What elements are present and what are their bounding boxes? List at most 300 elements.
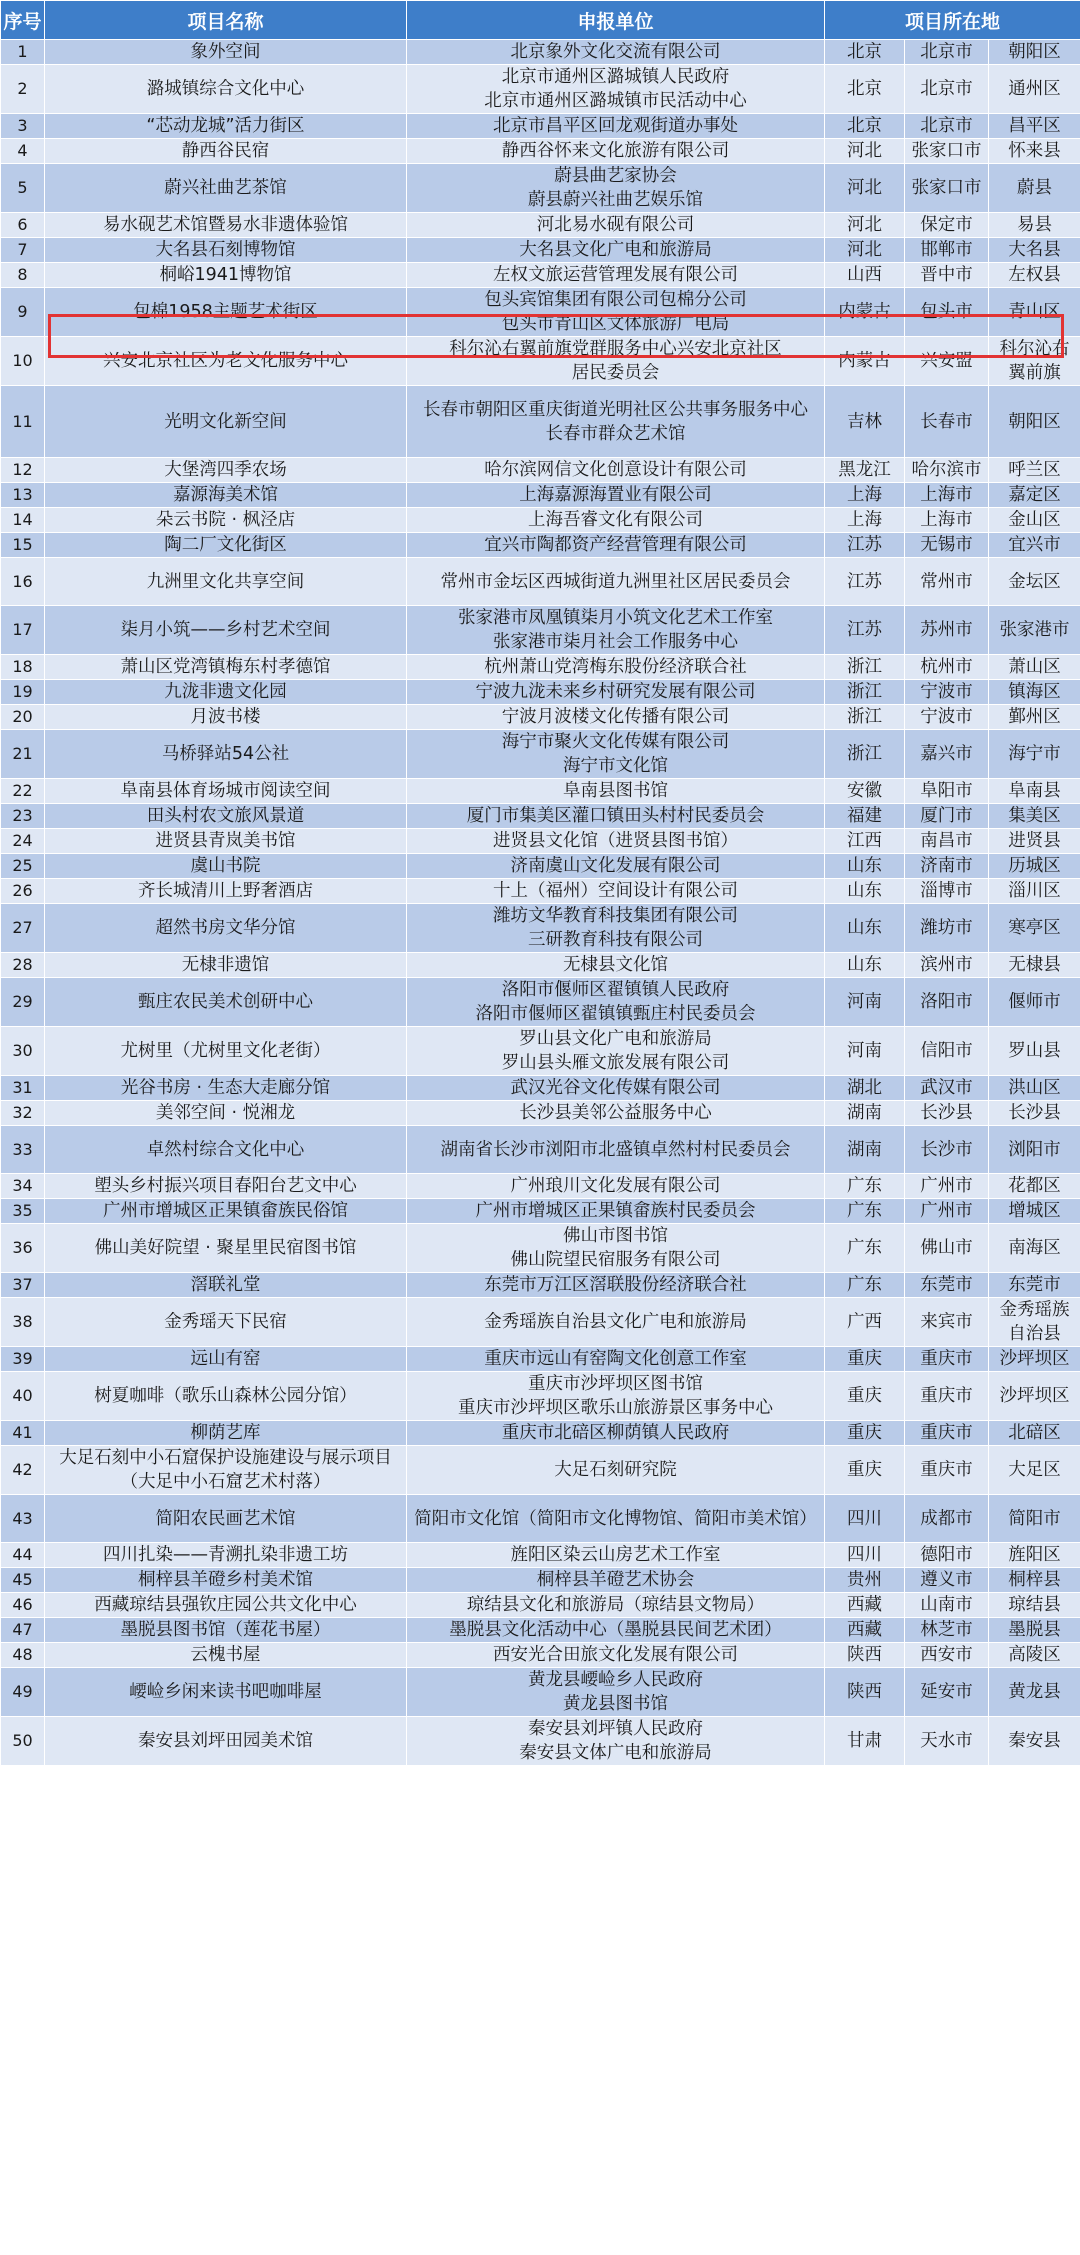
province-cell: 江苏: [825, 533, 905, 558]
table-row: [1, 854, 1080, 879]
applicant-unit-cell: [407, 730, 825, 779]
project-name-cell: 桐峪1941博物馆: [45, 263, 407, 288]
table-row: [1, 1199, 1080, 1224]
applicant-unit-cell: [407, 1446, 825, 1495]
applicant-unit-line: 包头市青山区文体旅游广电局: [501, 314, 730, 334]
county-cell: 朝阳区: [989, 40, 1080, 65]
applicant-unit-line: 张家港市柒月社会工作服务中心: [493, 632, 738, 652]
table-row: [1, 288, 1080, 337]
applicant-unit-line: 秦安县文体广电和旅游局: [519, 1743, 712, 1763]
applicant-unit-cell: [407, 288, 825, 337]
project-name-cell: 朵云书院 · 枫泾店: [45, 508, 407, 533]
applicant-unit-line: 蔚县蔚兴社曲艺娱乐馆: [528, 190, 703, 210]
applicant-unit-line: 旌阳区染云山房艺术工作室: [510, 1545, 721, 1565]
applicant-unit-line: 海宁市文化馆: [563, 756, 668, 776]
county-cell: 历城区: [989, 854, 1080, 879]
province-cell: 陕西: [825, 1668, 905, 1717]
applicant-unit-cell: [407, 854, 825, 879]
county-cell: 青山区: [989, 288, 1080, 337]
county-cell: 沙坪坝区: [989, 1347, 1080, 1372]
row-index: 23: [1, 804, 45, 829]
row-index: 35: [1, 1199, 45, 1224]
applicant-unit-cell: [407, 1298, 825, 1347]
applicant-unit-cell: [407, 65, 825, 114]
table-row: [1, 1593, 1080, 1618]
table-row: [1, 139, 1080, 164]
county-cell: 易县: [989, 213, 1080, 238]
row-index: 26: [1, 879, 45, 904]
province-cell: 西藏: [825, 1593, 905, 1618]
applicant-unit-line: 张家港市凤凰镇柒月小筑文化艺术工作室: [458, 608, 773, 628]
project-name-cell: 虞山书院: [45, 854, 407, 879]
row-index: 19: [1, 680, 45, 705]
applicant-unit-line: 金秀瑶族自治县文化广电和旅游局: [484, 1312, 747, 1332]
row-index: 46: [1, 1593, 45, 1618]
project-name-cell: 阜南县体育场城市阅读空间: [45, 779, 407, 804]
county-cell: 南海区: [989, 1224, 1080, 1273]
province-cell: 甘肃: [825, 1717, 905, 1766]
city-cell: 成都市: [905, 1495, 989, 1543]
applicant-unit-cell: [407, 1717, 825, 1766]
city-cell: 苏州市: [905, 606, 989, 655]
applicant-unit-cell: [407, 1126, 825, 1174]
applicant-unit-cell: [407, 804, 825, 829]
city-cell: 无锡市: [905, 533, 989, 558]
row-index: 4: [1, 139, 45, 164]
applicant-unit-cell: [407, 1495, 825, 1543]
row-index: 6: [1, 213, 45, 238]
applicant-unit-line: 静西谷怀来文化旅游有限公司: [501, 141, 730, 161]
county-cell: 增城区: [989, 1199, 1080, 1224]
applicant-unit-line: 墨脱县文化活动中心（墨脱县民间艺术团）: [449, 1620, 782, 1640]
project-name-cell: 卓然村综合文化中心: [45, 1126, 407, 1174]
project-name-cell: 崾崄乡闲来读书吧咖啡屋: [45, 1668, 407, 1717]
county-cell: 呼兰区: [989, 458, 1080, 483]
applicant-unit-line: 东莞市万江区滘联股份经济联合社: [484, 1275, 747, 1295]
applicant-unit-line: 上海嘉源海置业有限公司: [519, 485, 712, 505]
row-index: 15: [1, 533, 45, 558]
applicant-unit-cell: [407, 263, 825, 288]
applicant-unit-line: 哈尔滨网信文化创意设计有限公司: [484, 460, 747, 480]
table-row: [1, 705, 1080, 730]
table-row: [1, 804, 1080, 829]
project-name-cell: “芯动龙城”活力街区: [45, 114, 407, 139]
applicant-unit-cell: [407, 337, 825, 386]
table-row: [1, 483, 1080, 508]
province-cell: 黑龙江: [825, 458, 905, 483]
applicant-unit-cell: [407, 1027, 825, 1076]
header-project-location: 项目所在地: [825, 1, 1080, 40]
applicant-unit-cell: [407, 483, 825, 508]
city-cell: 淄博市: [905, 879, 989, 904]
row-index: 10: [1, 337, 45, 386]
city-cell: 宁波市: [905, 680, 989, 705]
applicant-unit-line: 河北易水砚有限公司: [536, 215, 695, 235]
row-index: 36: [1, 1224, 45, 1273]
county-cell: 宜兴市: [989, 533, 1080, 558]
project-name-cell: 远山有窑: [45, 1347, 407, 1372]
row-index: 40: [1, 1372, 45, 1421]
county-cell: 朝阳区: [989, 386, 1080, 458]
applicant-unit-cell: [407, 114, 825, 139]
header-applicant-unit: 申报单位: [407, 1, 825, 40]
applicant-unit-line: 无棣县文化馆: [563, 955, 668, 975]
applicant-unit-line: 北京象外文化交流有限公司: [510, 42, 721, 62]
applicant-unit-cell: [407, 953, 825, 978]
project-name-cell: 齐长城清川上野奢酒店: [45, 879, 407, 904]
applicant-unit-line: 大足石刻研究院: [554, 1460, 677, 1480]
province-cell: 山东: [825, 854, 905, 879]
applicant-unit-line: 宁波月波楼文化传播有限公司: [501, 707, 730, 727]
province-cell: 北京: [825, 65, 905, 114]
table-row: [1, 1174, 1080, 1199]
city-cell: 北京市: [905, 65, 989, 114]
row-index: 2: [1, 65, 45, 114]
county-cell: 长沙县: [989, 1101, 1080, 1126]
county-cell: 昌平区: [989, 114, 1080, 139]
table-row: [1, 1273, 1080, 1298]
city-cell: 广州市: [905, 1199, 989, 1224]
city-cell: 邯郸市: [905, 238, 989, 263]
table-row: [1, 1076, 1080, 1101]
row-index: 22: [1, 779, 45, 804]
county-cell: 集美区: [989, 804, 1080, 829]
table-row: [1, 164, 1080, 213]
city-cell: 杭州市: [905, 655, 989, 680]
table-row: [1, 114, 1080, 139]
province-cell: 安徽: [825, 779, 905, 804]
county-cell: 罗山县: [989, 1027, 1080, 1076]
province-cell: 浙江: [825, 730, 905, 779]
city-cell: 重庆市: [905, 1421, 989, 1446]
province-cell: 上海: [825, 483, 905, 508]
city-cell: 山南市: [905, 1593, 989, 1618]
applicant-unit-line: 罗山县头雁文旅发展有限公司: [501, 1053, 730, 1073]
applicant-unit-cell: [407, 1224, 825, 1273]
county-cell: 通州区: [989, 65, 1080, 114]
county-cell: 萧山区: [989, 655, 1080, 680]
county-cell: 高陵区: [989, 1643, 1080, 1668]
project-name-cell: 佛山美好院望 · 聚星里民宿图书馆: [45, 1224, 407, 1273]
applicant-unit-line: 重庆市沙坪坝区歌乐山旅游景区事务中心: [458, 1398, 773, 1418]
applicant-unit-cell: [407, 508, 825, 533]
row-index: 45: [1, 1568, 45, 1593]
row-index: 18: [1, 655, 45, 680]
city-cell: 上海市: [905, 508, 989, 533]
applicant-unit-cell: [407, 779, 825, 804]
county-cell: 无棣县: [989, 953, 1080, 978]
applicant-unit-line: 潍坊文华教育科技集团有限公司: [493, 906, 738, 926]
row-index: 44: [1, 1543, 45, 1568]
applicant-unit-cell: [407, 1593, 825, 1618]
table-row: [1, 730, 1080, 779]
project-name-cell: 墨脱县图书馆（莲花书屋）: [45, 1618, 407, 1643]
province-cell: 重庆: [825, 1421, 905, 1446]
applicant-unit-cell: [407, 1421, 825, 1446]
city-cell: 东莞市: [905, 1273, 989, 1298]
row-index: 14: [1, 508, 45, 533]
row-index: 27: [1, 904, 45, 953]
applicant-unit-cell: [407, 1101, 825, 1126]
project-name-cell: 树夏咖啡（歌乐山森林公园分馆）: [45, 1372, 407, 1421]
applicant-unit-line: 广州市增城区正果镇畲族村民委员会: [475, 1201, 756, 1221]
project-name-cell: 萧山区党湾镇梅东村孝德馆: [45, 655, 407, 680]
province-cell: 山西: [825, 263, 905, 288]
province-cell: 吉林: [825, 386, 905, 458]
city-cell: 延安市: [905, 1668, 989, 1717]
applicant-unit-line: 厦门市集美区灌口镇田头村村民委员会: [466, 806, 765, 826]
county-cell: 寒亭区: [989, 904, 1080, 953]
project-name-cell: 静西谷民宿: [45, 139, 407, 164]
province-cell: 广西: [825, 1298, 905, 1347]
province-cell: 北京: [825, 40, 905, 65]
project-name-cell: 桐梓县羊磴乡村美术馆: [45, 1568, 407, 1593]
table-row: [1, 978, 1080, 1027]
city-cell: 重庆市: [905, 1372, 989, 1421]
project-name-cell: 云槐书屋: [45, 1643, 407, 1668]
row-index: 33: [1, 1126, 45, 1174]
applicant-unit-line: 宁波九泷未来乡村研究发展有限公司: [475, 682, 756, 702]
city-cell: 张家口市: [905, 164, 989, 213]
applicant-unit-cell: [407, 829, 825, 854]
county-cell: 嘉定区: [989, 483, 1080, 508]
county-cell: 偃师市: [989, 978, 1080, 1027]
header-index: 序号: [1, 1, 45, 40]
province-cell: 山东: [825, 953, 905, 978]
row-index: 12: [1, 458, 45, 483]
applicant-unit-line: 佛山院望民宿服务有限公司: [510, 1250, 721, 1270]
project-name-cell: 美邻空间 · 悦湘龙: [45, 1101, 407, 1126]
table-row: [1, 337, 1080, 386]
applicant-unit-cell: [407, 680, 825, 705]
applicant-unit-line: 黄龙县图书馆: [563, 1694, 668, 1714]
applicant-unit-line: 洛阳市偃师区翟镇镇人民政府: [501, 980, 730, 1000]
city-cell: 阜阳市: [905, 779, 989, 804]
applicant-unit-line: 罗山县文化广电和旅游局: [519, 1029, 712, 1049]
row-index: 11: [1, 386, 45, 458]
applicant-unit-line: 进贤县文化馆（进贤县图书馆）: [493, 831, 738, 851]
county-cell: 简阳市: [989, 1495, 1080, 1543]
applicant-unit-cell: [407, 558, 825, 606]
row-index: 20: [1, 705, 45, 730]
city-cell: 武汉市: [905, 1076, 989, 1101]
province-cell: 江苏: [825, 606, 905, 655]
province-cell: 陕西: [825, 1643, 905, 1668]
province-cell: 湖南: [825, 1101, 905, 1126]
table-row: [1, 1101, 1080, 1126]
applicant-unit-line: 佛山市图书馆: [563, 1226, 668, 1246]
project-name-cell: 甄庄农民美术创研中心: [45, 978, 407, 1027]
applicant-unit-cell: [407, 533, 825, 558]
city-cell: 宁波市: [905, 705, 989, 730]
county-cell: 沙坪坝区: [989, 1372, 1080, 1421]
county-cell: 鄞州区: [989, 705, 1080, 730]
project-name-cell: 大名县石刻博物馆: [45, 238, 407, 263]
city-cell: 来宾市: [905, 1298, 989, 1347]
province-cell: 上海: [825, 508, 905, 533]
project-name-cell: 秦安县刘坪田园美术馆: [45, 1717, 407, 1766]
county-cell: 蔚县: [989, 164, 1080, 213]
applicant-unit-cell: [407, 904, 825, 953]
applicant-unit-cell: [407, 386, 825, 458]
table-row: [1, 953, 1080, 978]
city-cell: 重庆市: [905, 1446, 989, 1495]
row-index: 39: [1, 1347, 45, 1372]
table-row: [1, 213, 1080, 238]
table-row: [1, 65, 1080, 114]
project-name-cell: 进贤县青岚美书馆: [45, 829, 407, 854]
row-index: 50: [1, 1717, 45, 1766]
province-cell: 江西: [825, 829, 905, 854]
project-name-cell: 无棣非遗馆: [45, 953, 407, 978]
row-index: 29: [1, 978, 45, 1027]
applicant-unit-line: 长春市朝阳区重庆街道光明社区公共事务服务中心: [423, 399, 808, 420]
applicant-unit-line: 重庆市北碚区柳荫镇人民政府: [501, 1423, 730, 1443]
project-name-cell: 嘉源海美术馆: [45, 483, 407, 508]
applicant-unit-line: 北京市通州区潞城镇人民政府: [501, 67, 730, 87]
table-row: [1, 386, 1080, 458]
project-name-cell: 陶二厂文化街区: [45, 533, 407, 558]
applicant-unit-line: 阜南县图书馆: [563, 781, 668, 801]
applicant-unit-cell: [407, 164, 825, 213]
table-row: [1, 458, 1080, 483]
table-row: [1, 904, 1080, 953]
province-cell: 内蒙古: [825, 337, 905, 386]
applicant-unit-cell: [407, 1643, 825, 1668]
project-name-cell: 象外空间: [45, 40, 407, 65]
applicant-unit-cell: [407, 1372, 825, 1421]
row-index: 24: [1, 829, 45, 854]
city-cell: 重庆市: [905, 1347, 989, 1372]
applicant-unit-cell: [407, 1076, 825, 1101]
province-cell: 河北: [825, 139, 905, 164]
province-cell: 河北: [825, 238, 905, 263]
row-index: 9: [1, 288, 45, 337]
county-cell: 洪山区: [989, 1076, 1080, 1101]
table-row: [1, 655, 1080, 680]
table-row: [1, 1717, 1080, 1766]
project-name-cell: 简阳农民画艺术馆: [45, 1495, 407, 1543]
project-name-cell: 西藏琼结县强钦庄园公共文化中心: [45, 1593, 407, 1618]
project-name-cell: 光谷书房 · 生态大走廊分馆: [45, 1076, 407, 1101]
applicant-unit-line: 简阳市文化馆（简阳市文化博物馆、简阳市美术馆）: [414, 1508, 817, 1529]
city-cell: 西安市: [905, 1643, 989, 1668]
province-cell: 江苏: [825, 558, 905, 606]
project-name-cell: 九泷非遗文化园: [45, 680, 407, 705]
row-index: 8: [1, 263, 45, 288]
project-name-cell: 马桥驿站54公社: [45, 730, 407, 779]
county-cell: 阜南县: [989, 779, 1080, 804]
applicant-unit-cell: [407, 139, 825, 164]
applicant-unit-cell: [407, 1199, 825, 1224]
table-row: [1, 1298, 1080, 1347]
applicant-unit-cell: [407, 705, 825, 730]
project-name-cell: 四川扎染——青溯扎染非遗工坊: [45, 1543, 407, 1568]
applicant-unit-line: 广州琅川文化发展有限公司: [510, 1176, 721, 1196]
applicant-unit-cell: [407, 1668, 825, 1717]
applicant-unit-line: 十上（福州）空间设计有限公司: [493, 881, 738, 901]
city-cell: 张家口市: [905, 139, 989, 164]
city-cell: 洛阳市: [905, 978, 989, 1027]
city-cell: 济南市: [905, 854, 989, 879]
city-cell: 常州市: [905, 558, 989, 606]
city-cell: 哈尔滨市: [905, 458, 989, 483]
applicant-unit-line: 蔚县曲艺家协会: [554, 166, 677, 186]
table-row: [1, 238, 1080, 263]
project-name-cell: 易水砚艺术馆暨易水非遗体验馆: [45, 213, 407, 238]
city-cell: 保定市: [905, 213, 989, 238]
applicant-unit-cell: [407, 606, 825, 655]
county-cell: 淄川区: [989, 879, 1080, 904]
province-cell: 河南: [825, 978, 905, 1027]
row-index: 32: [1, 1101, 45, 1126]
province-cell: 重庆: [825, 1347, 905, 1372]
project-name-cell: 尤树里（尤树里文化老街）: [45, 1027, 407, 1076]
applicant-unit-cell: [407, 458, 825, 483]
province-cell: 浙江: [825, 655, 905, 680]
row-index: 49: [1, 1668, 45, 1717]
applicant-unit-cell: [407, 238, 825, 263]
project-name-cell: 广州市增城区正果镇畲族民俗馆: [45, 1199, 407, 1224]
province-cell: 河北: [825, 213, 905, 238]
county-cell: 海宁市: [989, 730, 1080, 779]
province-cell: 广东: [825, 1174, 905, 1199]
applicant-unit-line: 大名县文化广电和旅游局: [519, 240, 712, 260]
row-index: 25: [1, 854, 45, 879]
applicant-unit-cell: [407, 1174, 825, 1199]
province-cell: 重庆: [825, 1372, 905, 1421]
applicant-unit-cell: [407, 1543, 825, 1568]
applicant-unit-line: 常州市金坛区西城街道九洲里社区居民委员会: [440, 571, 791, 592]
county-cell: 金山区: [989, 508, 1080, 533]
table-row: [1, 829, 1080, 854]
row-index: 3: [1, 114, 45, 139]
city-cell: 滨州市: [905, 953, 989, 978]
province-cell: 山东: [825, 879, 905, 904]
applicant-unit-line: 包头宾馆集团有限公司包棉分公司: [484, 290, 747, 310]
table-row: [1, 606, 1080, 655]
applicant-unit-cell: [407, 879, 825, 904]
city-cell: 北京市: [905, 114, 989, 139]
project-name-cell: 蔚兴社曲艺茶馆: [45, 164, 407, 213]
applicant-unit-line: 左权文旅运营管理发展有限公司: [493, 265, 738, 285]
project-name-cell: 九洲里文化共享空间: [45, 558, 407, 606]
applicant-unit-line: 秦安县刘坪镇人民政府: [528, 1719, 703, 1739]
project-name-cell: 滘联礼堂: [45, 1273, 407, 1298]
row-index: 28: [1, 953, 45, 978]
province-cell: 福建: [825, 804, 905, 829]
province-cell: 浙江: [825, 705, 905, 730]
county-cell: 花都区: [989, 1174, 1080, 1199]
table-row: [1, 1668, 1080, 1717]
row-index: 43: [1, 1495, 45, 1543]
table-row: [1, 1643, 1080, 1668]
applicant-unit-cell: [407, 655, 825, 680]
row-index: 16: [1, 558, 45, 606]
county-cell: 大足区: [989, 1446, 1080, 1495]
table-row: [1, 1421, 1080, 1446]
city-cell: 南昌市: [905, 829, 989, 854]
applicant-unit-cell: [407, 1618, 825, 1643]
table-row: [1, 1126, 1080, 1174]
table-row: [1, 1618, 1080, 1643]
table-row: [1, 680, 1080, 705]
province-cell: 四川: [825, 1495, 905, 1543]
county-cell: 桐梓县: [989, 1568, 1080, 1593]
table-row: [1, 1568, 1080, 1593]
county-cell: 琼结县: [989, 1593, 1080, 1618]
city-cell: 北京市: [905, 40, 989, 65]
